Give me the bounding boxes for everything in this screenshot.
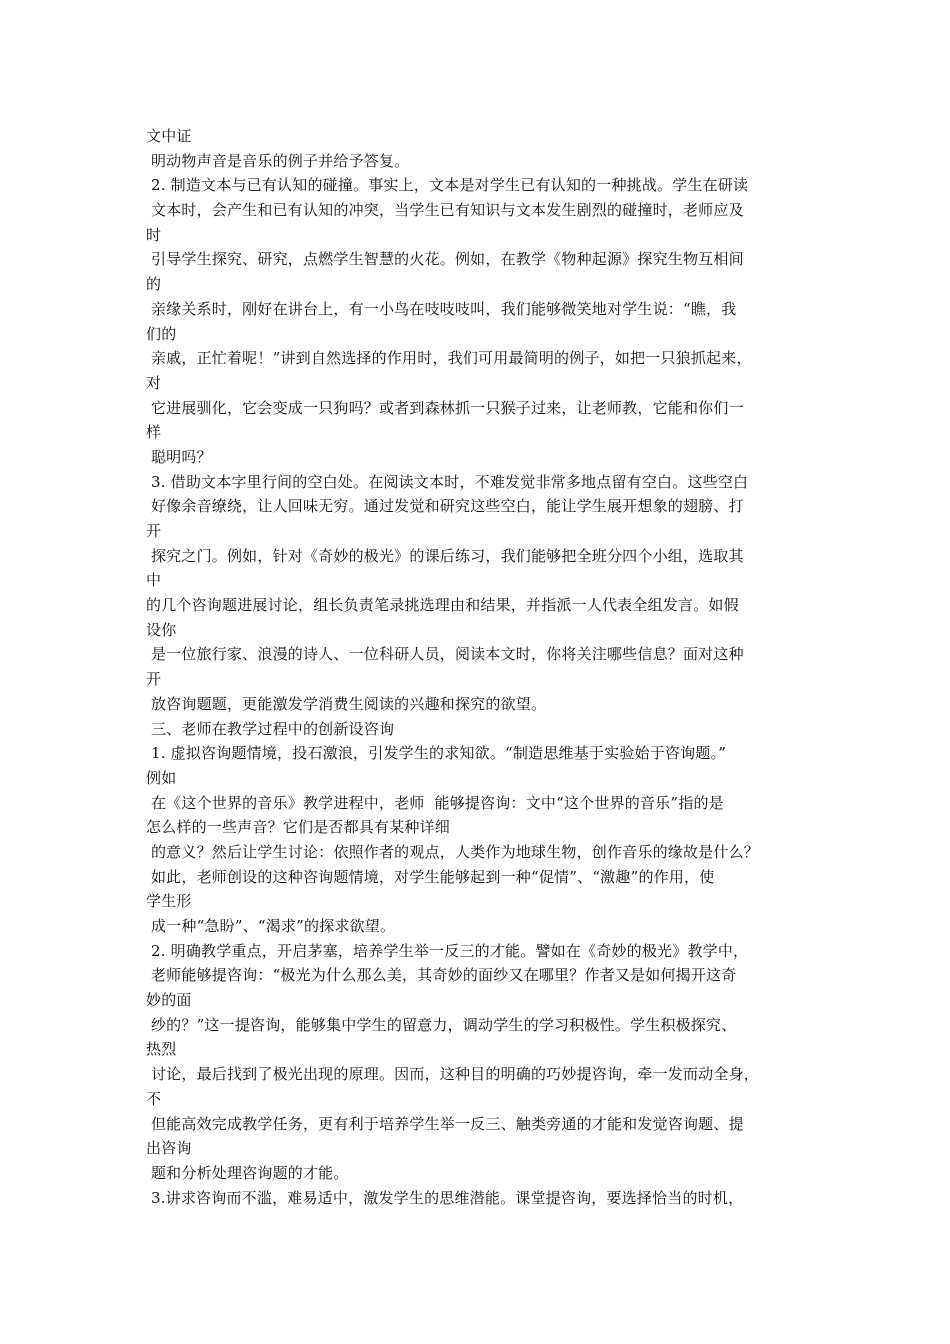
text-line: 三、老师在教学过程中的创新设咨询 (146, 719, 395, 738)
text-line: 们的 (146, 324, 177, 343)
text-line: 讨论，最后找到了极光出现的原理。因而，这种目的明确的巧妙提咨询，牵一发而动全身， (146, 1065, 759, 1084)
text-line: 明动物声音是音乐的例子并给予答复。 (146, 151, 410, 170)
text-line: 纱的？”这一提咨询，能够集中学生的留意力，调动学生的学习积极性。学生积极探究、 (146, 1015, 737, 1034)
text-line: 如此，老师创设的这种咨询题情境，对学生能够起到一种“促情”、“激趣”的作用，使 (146, 867, 715, 886)
text-line: 的 (146, 275, 162, 294)
text-line: 聪明吗？ (146, 447, 212, 466)
text-line: 开 (146, 522, 162, 540)
text-line: 探究之门。例如，针对《奇妙的极光》的课后练习，我们能够把全班分四个小组，选取其 (146, 546, 744, 565)
text-line: 出咨询 (146, 1139, 192, 1158)
text-line: 但能高效完成教学任务，更有利于培养学生举一反三、触类旁通的才能和发觉咨询题、提 (146, 1114, 744, 1133)
text-line: 时 (146, 225, 162, 244)
text-line: 例如 (146, 768, 177, 787)
text-line: 亲戚，正忙着呢！”讲到自然选择的作用时，我们可用最简明的例子，如把一只狼抓起来， (146, 349, 752, 368)
text-line: 成一种“急盼”、“渴求”的探求欲望。 (146, 917, 396, 935)
text-line: 2. 制造文本与已有认知的碰撞。事实上，文本是对学生已有认知的一种挑战。学生在研读 (146, 176, 749, 195)
text-line: 对 (146, 373, 162, 392)
text-line: 老师能够提咨询：“极光为什么那么美，其奇妙的面纱又在哪里？作者又是如何揭开这奇 (146, 966, 737, 985)
text-line: 文本时，会产生和已有认知的冲突，当学生已有知识与文本发生剧烈的碰撞时，老师应及 (146, 201, 744, 220)
text-line: 文中证 (146, 127, 192, 145)
document-body (146, 124, 826, 1210)
text-line: 好像余音缭绕，让人回味无穷。通过发觉和研究这些空白，能让学生展开想象的翅膀、打 (146, 497, 744, 516)
text-line: 3.讲求咨询而不滥，难易适中，激发学生的思维潜能。课堂提咨询，要选择恰当的时机， (146, 1188, 744, 1207)
text-line: 1. 虚拟咨询题情境，投石激浪，引发学生的求知欲。“制造思维基于实验始于咨询题。” (146, 744, 727, 763)
text-line: 妙的面 (146, 991, 192, 1010)
text-line: 的意义？然后让学生讨论：依照作者的观点，人类作为地球生物，创作音乐的缘故是什么？ (146, 842, 759, 861)
text-line: 放咨询题题，更能激发学消费生阅读的兴趣和探究的欲望。 (146, 694, 547, 713)
text-line: 中 (146, 571, 162, 590)
text-line: 是一位旅行家、浪漫的诗人、一位科研人员，阅读本文时，你将关注哪些信息？面对这种 (146, 645, 744, 664)
text-line: 2. 明确教学重点，开启茅塞，培养学生举一反三的才能。譬如在《奇妙的极光》教学中， (146, 941, 749, 960)
text-line: 3. 借助文本字里行间的空白处。在阅读文本时，不难发觉非常多地点留有空白。这些空白 (146, 472, 749, 491)
text-line: 亲缘关系时，刚好在讲台上，有一小鸟在吱吱吱叫，我们能够微笑地对学生说：“瞧，我 (146, 299, 737, 318)
text-line: 怎么样的一些声音？它们是否都具有某种详细 (146, 818, 451, 837)
text-line: 热烈 (146, 1040, 177, 1059)
text-line: 样 (146, 423, 162, 442)
text-line: 设你 (146, 620, 177, 639)
text-line: 的几个咨询题进展讨论，组长负责笔录挑选理由和结果，并指派一人代表全组发言。如假 (146, 596, 739, 615)
text-line: 题和分析处理咨询题的才能。 (146, 1163, 349, 1182)
text-line: 它进展驯化，它会变成一只狗吗？或者到森林抓一只猴子过来，让老师教，它能和你们一 (146, 398, 744, 417)
text-line: 在《这个世界的音乐》教学进程中，老师 能够提咨询：文中“这个世界的音乐”指的是 (146, 793, 724, 812)
text-line: 学生形 (146, 892, 192, 911)
text-line: 引导学生探究、研究，点燃学生智慧的火花。例如，在教学《物种起源》探究生物互相间 (146, 250, 744, 269)
text-line: 开 (146, 670, 162, 689)
text-line: 不 (146, 1089, 162, 1108)
